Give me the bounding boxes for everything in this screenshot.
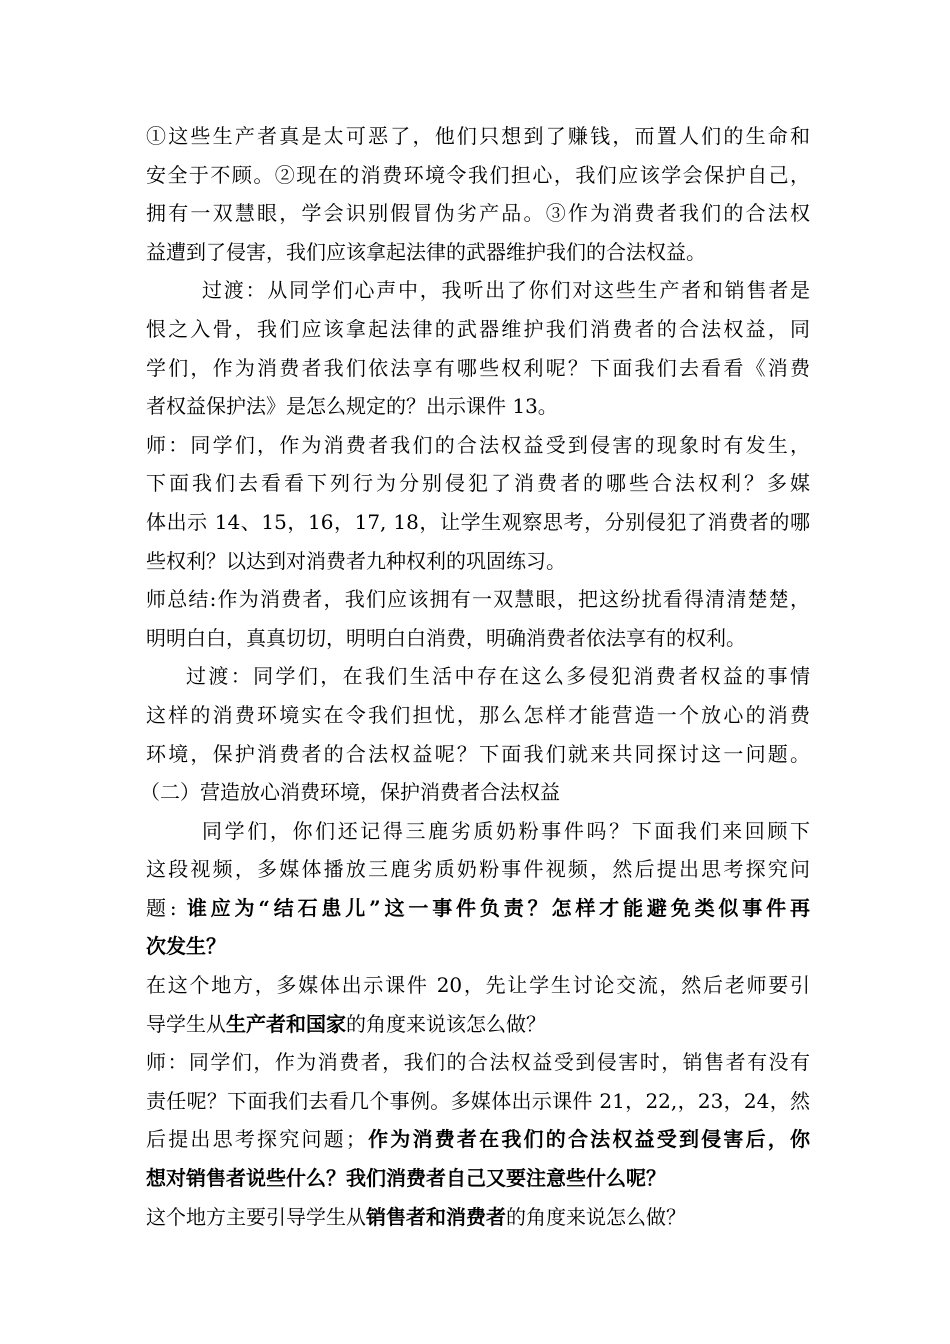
text-run: 环境，保护消费者的合法权益呢？下面我们就来共同探讨这一问题。	[146, 741, 810, 766]
text-run: ①这些生产者真是太可恶了，他们只想到了赚钱，而置人们的生命和	[146, 124, 810, 148]
text-run: 安全于不顾。②现在的消费环境令我们担心，我们应该学会保护自己，	[146, 162, 810, 187]
text-run: 学们，作为消费者我们依法享有哪些权利呢？下面我们去看看《消费	[146, 355, 810, 380]
paragraph-line-25	[146, 1043, 810, 1082]
text-run: 体出示 14、15，16，17, 18，让学生观察思考，分别侵犯了消费者的哪	[146, 509, 810, 534]
text-run: 在这个地方，多媒体出示课件 20，先让学生讨论交流，然后老师要引	[146, 973, 810, 998]
bold-emphasis: 生产者和国家	[226, 1011, 346, 1036]
bold-question: 想对销售者说些什么？我们消费者自己又要注意些什么呢？	[146, 1166, 666, 1191]
text-run: 益遭到了侵害，我们应该拿起法律的武器维护我们的合法权益。	[146, 239, 706, 264]
paragraph-line-20	[146, 850, 810, 889]
text-run: 师总结:作为消费者，我们应该拥有一双慧眼，把这纷扰看得清清楚楚，	[146, 587, 810, 612]
text-run: 这样的消费环境实在令我们担忧，那么怎样才能营造一个放心的消费	[146, 702, 810, 727]
bold-question: 次发生？	[146, 934, 226, 959]
bold-emphasis: 销售者和消费者	[366, 1204, 506, 1229]
bold-question: 谁应为“结石患儿”这一事件负责？怎样才能避免类似事件再	[186, 895, 810, 920]
text-run: 者权益保护法》是怎么规定的？出示课件 13。	[146, 394, 558, 419]
paragraph-line-11	[146, 503, 810, 542]
paragraph-line-4	[146, 233, 810, 272]
paragraph-line-19	[146, 812, 810, 851]
paragraph-line-21	[146, 889, 810, 928]
paragraph-line-6	[146, 310, 810, 349]
paragraph-line-17	[146, 735, 810, 774]
text-run: 这段视频，多媒体播放三鹿劣质奶粉事件视频，然后提出思考探究问	[146, 857, 810, 882]
text-run: 过渡：从同学们心声中，我听出了你们对这些生产者和销售者是	[202, 278, 810, 303]
paragraph-line-2	[146, 156, 810, 195]
text-run: 这个地方主要引导学生从	[146, 1204, 366, 1229]
text-run: 后提出思考探究问题；	[146, 1127, 366, 1152]
section-heading	[140, 773, 810, 812]
paragraph-line-22	[146, 927, 810, 966]
text-run: 的角度来说该怎么做？	[346, 1011, 546, 1036]
paragraph-line-9	[146, 426, 810, 465]
text-run: 同学们，你们还记得三鹿劣质奶粉事件吗？下面我们来回顾下	[202, 818, 810, 843]
text-run: 过渡：同学们，在我们生活中存在这么多侵犯消费者权益的事情	[186, 664, 810, 689]
paragraph-line-24	[146, 1005, 810, 1044]
paragraph-line-15	[146, 657, 810, 696]
paragraph-line-27	[146, 1120, 810, 1159]
paragraph-line-7	[146, 349, 810, 388]
paragraph-line-10	[146, 464, 810, 503]
text-run: 下面我们去看看下列行为分别侵犯了消费者的哪些合法权利？多媒	[146, 471, 810, 496]
text-run: 拥有一双慧眼，学会识别假冒伪劣产品。③作为消费者我们的合法权	[146, 201, 810, 226]
paragraph-line-3	[146, 194, 810, 233]
document-body	[140, 117, 811, 1236]
text-run: 恨之入骨，我们应该拿起法律的武器维护我们消费者的合法权益，同	[146, 316, 810, 341]
paragraph-line-29	[146, 1198, 810, 1237]
text-run: 些权利？以达到对消费者九种权利的巩固练习。	[146, 548, 566, 573]
paragraph-line-28	[146, 1159, 810, 1198]
paragraph-line-8	[146, 387, 810, 426]
paragraph-line-26	[146, 1082, 810, 1121]
paragraph-line-16	[146, 696, 810, 735]
text-run: 师：同学们，作为消费者我们的合法权益受到侵害的现象时有发生，	[146, 432, 810, 457]
text-run: （二）营造放心消费环境，保护消费者合法权益	[140, 780, 560, 805]
text-run: 明明白白，真真切切，明明白白消费，明确消费者依法享有的权利。	[146, 625, 746, 650]
text-run: 题:	[146, 895, 187, 920]
paragraph-line-5	[146, 271, 810, 310]
text-run: 导学生从	[146, 1011, 226, 1036]
text-run: 责任呢？下面我们去看几个事例。多媒体出示课件 21，22,，23，24，然	[146, 1088, 810, 1113]
paragraph-line-1	[146, 117, 810, 156]
paragraph-line-14	[146, 619, 810, 658]
paragraph-line-13	[146, 580, 810, 619]
text-run: 的角度来说怎么做？	[506, 1204, 686, 1229]
paragraph-line-23	[146, 966, 810, 1005]
bold-question: 作为消费者在我们的合法权益受到侵害后，你	[365, 1127, 811, 1152]
paragraph-line-12	[146, 542, 810, 581]
text-run: 师：同学们，作为消费者，我们的合法权益受到侵害时，销售者有没有	[146, 1050, 810, 1075]
